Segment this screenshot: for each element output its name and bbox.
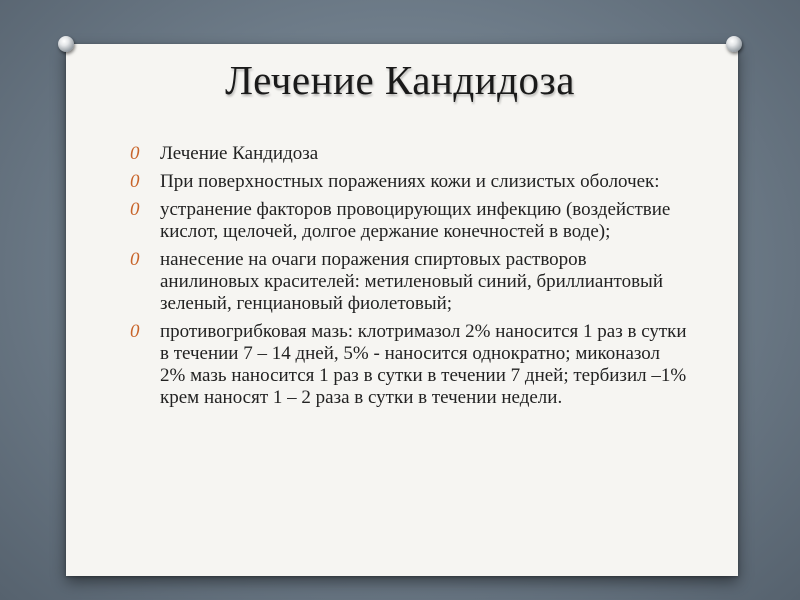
slide-title: Лечение Кандидоза: [225, 57, 575, 103]
list-item: [130, 143, 690, 165]
list-item-text: устранение факторов провоцирующих инфекцию (воздействие кислот, щелочей, долгое держание конечностей в воде);: [160, 199, 671, 242]
bullet-marker-icon: 0: [130, 143, 140, 164]
pushpin-icon: [726, 36, 742, 52]
list-item-text: нанесение на очаги поражения спиртовых растворов анилиновых красителей: метиленовый синий, бриллиантовый зеленый, генциановый фиолетовый;: [160, 249, 663, 314]
bullet-marker-icon: 0: [130, 171, 140, 192]
list-item: [130, 171, 690, 193]
pushpin-icon: [58, 36, 74, 52]
bullet-marker-icon: 0: [130, 321, 140, 342]
bullet-marker-icon: 0: [130, 199, 140, 220]
list-item-text: Лечение Кандидоза: [160, 143, 319, 164]
list-item-text: противогрибковая мазь: клотримазол 2% наносится 1 раз в сутки в течении 7 – 14 дней, 5% - наносится однократно; миконазол 2% мазь наносится 1 раз в сутки в течении 7 дней; тербизил –1% крем наносят 1 – 2 раза в сутки в течении недели.: [160, 321, 687, 408]
bullet-list: [130, 143, 690, 415]
list-item-text: При поверхностных поражениях кожи и слизистых оболочек:: [160, 171, 660, 192]
list-item: [130, 321, 690, 409]
list-item: [130, 199, 690, 243]
bullet-marker-icon: 0: [130, 249, 140, 270]
list-item: [130, 249, 690, 315]
